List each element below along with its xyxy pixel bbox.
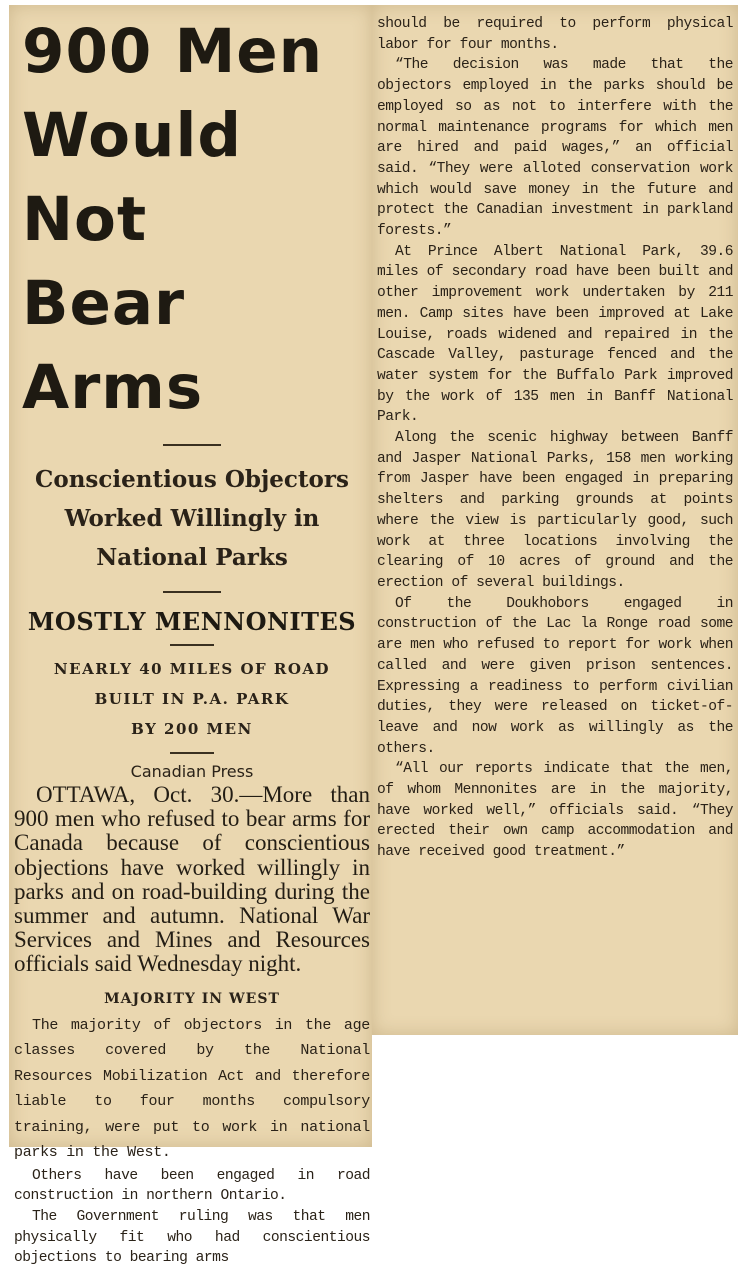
headline-line: Bear Arms [22,268,204,423]
article-column-right [377,14,733,863]
body-paragraph-continued: should be required to perform physical labor for four months. [377,16,733,53]
divider [170,752,214,754]
subdeck-line: BY 200 MEN [131,720,253,738]
body-paragraph: The Government ruling was that men physically fit who had conscientious objections to bearing arms [14,1209,370,1267]
news-agency-credit: Canadian Press [130,762,254,781]
divider [170,644,214,646]
lead-paragraph: OTTAWA, Oct. 30.—More than 900 men who refused to bear arms for Canada because of conscientious objections have worked willingly in parks and on road-building during the summer and autumn. National War Services and Mines and Resources officials said Wednesday night. [14,782,370,977]
body-paragraph: “The decision was made that the objectors employed in the parks should be employed so as not to interfere with the normal maintenance programs for which men are hired and paid wages,” an official said. “They were alloted conservation work which would save money in the future and protect the Canadian investment in parkland forests.” [377,57,733,240]
body-paragraph: At Prince Albert National Park, 39.6 miles of secondary road have been built and other improvement work undertaken by 211 men. Camp sites have been improved at Lake Louise, roads widened and repaired in the Cascade Valley, pasturage fenced and the water system for the Buffalo Park improved by the work of 135 men in Banff National Park. [377,243,733,426]
headline-line: 900 Men [22,16,324,87]
subdeck-line: BUILT IN P.A. PARK [94,690,290,708]
body-paragraph: Along the scenic highway between Banff and Jasper National Parks, 158 men working from Jasper have been engaged in preparing shelters and parking grounds at points where the view is particularly good, such work at three locations involving the clearing of 10 acres of ground and the erection of several buildings. [377,430,733,591]
divider [163,591,221,593]
divider [163,444,221,446]
headline [14,10,370,430]
section-heading: MAJORITY IN WEST [104,990,280,1007]
article-column-left [14,10,370,1269]
headline-line: Would Not [22,100,243,255]
body-paragraph: “All our reports indicate that the men, of whom Mennonites are in the majority, have worked well,” officials said. “They erected their own camp accommodation and have received good treatment.” [377,761,733,861]
body-paragraph: Of the Doukhobors engaged in construction of the Lac la Ronge road some are men who refused to report for work when called and were given prison sentences. Expressing a readiness to perform civilian duties, they were released on ticket-of-leave and now work as willingly as the others. [377,595,733,757]
subdeck-line: NEARLY 40 MILES OF ROAD [53,660,331,678]
body-paragraph: Others have been engaged in road construction in northern Ontario. [14,1167,370,1205]
deck: Conscientious Objectors Worked Willingly in National Parks [35,466,349,571]
body-paragraph: The majority of objectors in the age classes covered by the National Resources Mobilization Act and therefore liable to four months compulsory training, were put to work in national parks in the West. [14,1016,370,1162]
deck-caps: MOSTLY MENNONITES [27,607,357,636]
subdeck [14,654,370,744]
